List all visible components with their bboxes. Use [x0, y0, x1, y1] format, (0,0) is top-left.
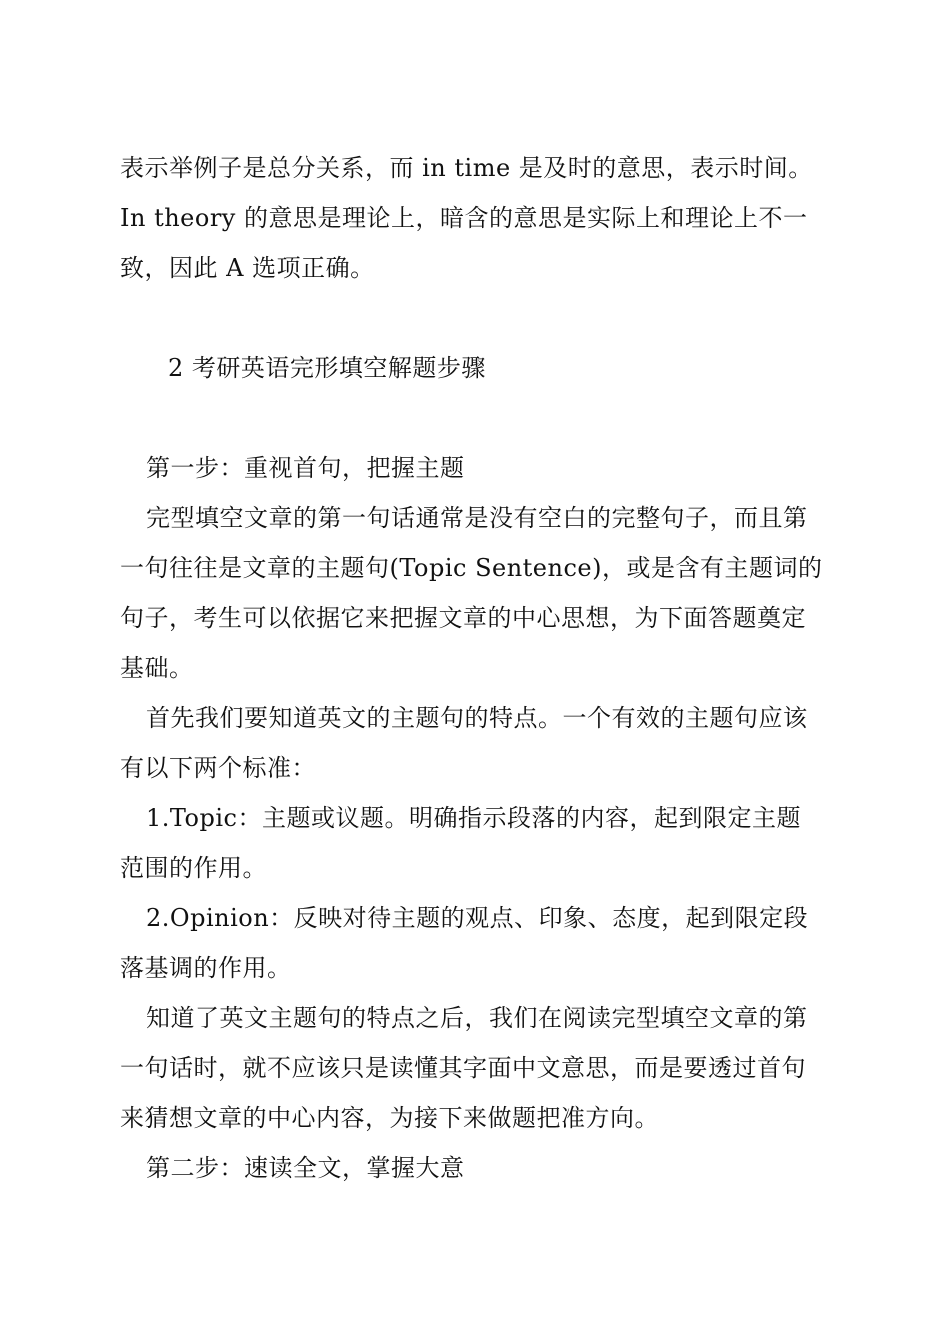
section-heading: 2 考研英语完形填空解题步骤 [168, 354, 486, 382]
text-line: 有以下两个标准： [120, 754, 316, 782]
text-line: 完型填空文章的第一句话通常是没有空白的完整句子，而且第 [146, 504, 808, 532]
step-heading: 第一步：重视首句，把握主题 [146, 454, 465, 482]
text-line: 首先我们要知道英文的主题句的特点。一个有效的主题句应该 [146, 704, 808, 732]
step-heading: 第二步：速读全文，掌握大意 [146, 1154, 465, 1182]
text-line: 一句话时，就不应该只是读懂其字面中文意思，而是要透过首句 [120, 1054, 806, 1082]
text-line: In theory 的意思是理论上，暗含的意思是实际上和理论上不一 [120, 204, 808, 232]
text-line: 知道了英文主题句的特点之后，我们在阅读完型填空文章的第 [146, 1004, 808, 1032]
text-line: 致，因此 A 选项正确。 [120, 254, 375, 282]
text-line: 句子，考生可以依据它来把握文章的中心思想，为下面答题奠定 [120, 604, 806, 632]
text-line: 基础。 [120, 654, 194, 682]
text-line: 范围的作用。 [120, 854, 267, 882]
text-line: 来猜想文章的中心内容，为接下来做题把准方向。 [120, 1104, 659, 1132]
text-line: 表示举例子是总分关系，而 in time 是及时的意思，表示时间。 [120, 154, 813, 182]
text-line: 一句往往是文章的主题句(Topic Sentence)，或是含有主题词的 [120, 554, 823, 582]
list-item: 1.Topic：主题或议题。明确指示段落的内容，起到限定主题 [146, 804, 801, 832]
text-line: 落基调的作用。 [120, 954, 292, 982]
list-item: 2.Opinion：反映对待主题的观点、印象、态度，起到限定段 [146, 904, 809, 932]
